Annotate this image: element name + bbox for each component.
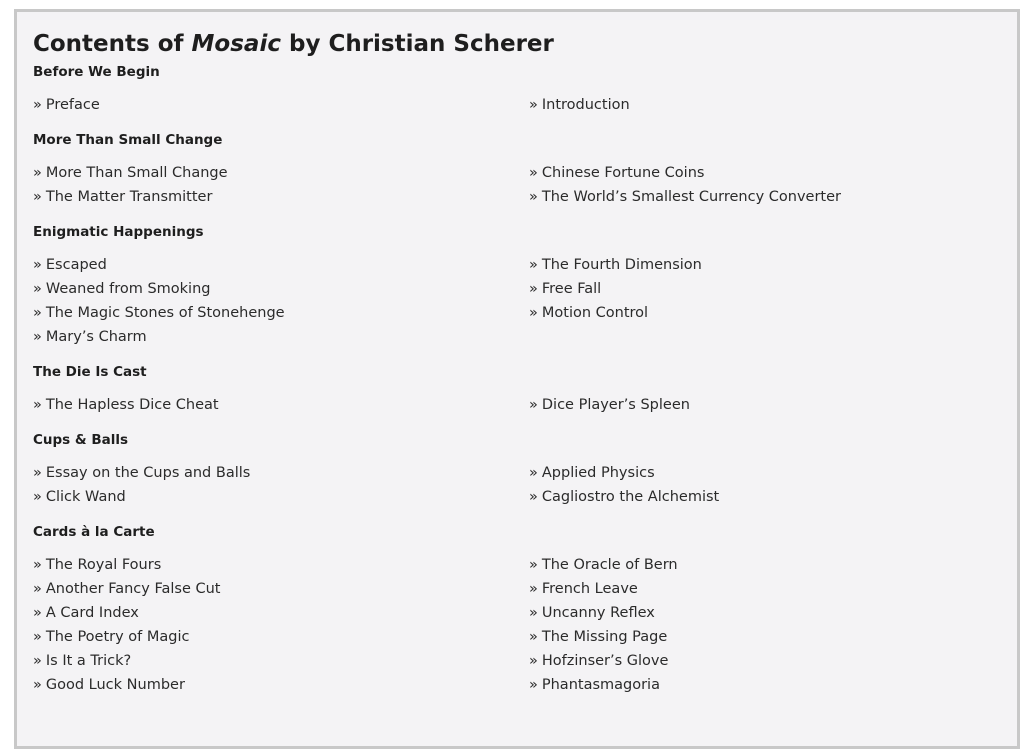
toc-entry-label: The Fourth Dimension — [541, 257, 702, 273]
raquo-bullet-icon: » — [33, 257, 42, 273]
toc-entry-link[interactable] — [529, 485, 1009, 509]
page-title — [33, 28, 1001, 60]
raquo-bullet-icon: » — [33, 557, 42, 573]
toc-entry-link[interactable] — [33, 461, 529, 485]
raquo-bullet-icon: » — [529, 605, 538, 621]
toc-entry-label: Phantasmagoria — [541, 677, 660, 693]
toc-entry-label: Is It a Trick? — [45, 653, 132, 669]
toc-entry-link[interactable] — [33, 325, 529, 349]
raquo-bullet-icon: » — [529, 305, 538, 321]
raquo-bullet-icon: » — [33, 465, 42, 481]
raquo-bullet-icon: » — [529, 489, 538, 505]
toc-entry-link[interactable] — [529, 601, 1009, 625]
toc-entry-link[interactable] — [33, 277, 529, 301]
toc-entry-link[interactable] — [529, 649, 1009, 673]
toc-entry-label: Weaned from Smoking — [45, 281, 211, 297]
toc-entry-label: Preface — [45, 97, 100, 113]
raquo-bullet-icon: » — [33, 165, 42, 181]
toc-entry-label: Escaped — [45, 257, 107, 273]
toc-entry-label: A Card Index — [45, 605, 139, 621]
toc-entry-label: Chinese Fortune Coins — [541, 165, 705, 181]
toc-entry-label: Motion Control — [541, 305, 649, 321]
toc-entry-link[interactable] — [529, 393, 1009, 417]
toc-entry-label: Dice Player’s Spleen — [541, 397, 690, 413]
section-entries — [33, 461, 1001, 509]
raquo-bullet-icon: » — [33, 489, 42, 505]
toc-entry-label: Hofzinser’s Glove — [541, 653, 669, 669]
toc-entry-label: Uncanny Reflex — [541, 605, 655, 621]
toc-entry-label: Essay on the Cups and Balls — [45, 465, 251, 481]
toc-entry-link[interactable] — [33, 393, 529, 417]
raquo-bullet-icon: » — [529, 189, 538, 205]
toc-entry-label: The Oracle of Bern — [541, 557, 678, 573]
toc-entry-link[interactable] — [529, 161, 1009, 185]
section-entries — [33, 553, 1001, 697]
raquo-bullet-icon: » — [529, 165, 538, 181]
toc-entry-link[interactable] — [33, 625, 529, 649]
raquo-bullet-icon: » — [529, 281, 538, 297]
toc-entry-link[interactable] — [33, 649, 529, 673]
toc-entry-label: Introduction — [541, 97, 630, 113]
raquo-bullet-icon: » — [33, 329, 42, 345]
section-heading: Cards à la Carte — [33, 524, 155, 540]
raquo-bullet-icon: » — [33, 397, 42, 413]
toc-entry-label: The Hapless Dice Cheat — [45, 397, 219, 413]
section-heading: The Die Is Cast — [33, 364, 147, 380]
toc-entry-link[interactable] — [33, 161, 529, 185]
raquo-bullet-icon: » — [529, 397, 538, 413]
toc-entry-label: More Than Small Change — [45, 165, 228, 181]
raquo-bullet-icon: » — [33, 281, 42, 297]
toc-entry-link[interactable] — [33, 485, 529, 509]
raquo-bullet-icon: » — [33, 189, 42, 205]
raquo-bullet-icon: » — [529, 629, 538, 645]
toc-entry-link[interactable] — [33, 185, 529, 209]
raquo-bullet-icon: » — [529, 653, 538, 669]
toc-entry-link[interactable] — [33, 553, 529, 577]
raquo-bullet-icon: » — [33, 677, 42, 693]
toc-entry-link[interactable] — [529, 625, 1009, 649]
section-entries — [33, 393, 1001, 417]
sections-container — [33, 62, 1001, 697]
toc-entry-label: The Royal Fours — [45, 557, 162, 573]
toc-entry-link[interactable] — [529, 577, 1009, 601]
raquo-bullet-icon: » — [529, 557, 538, 573]
section-entries — [33, 161, 1001, 209]
toc-entry-label: Click Wand — [45, 489, 126, 505]
raquo-bullet-icon: » — [33, 97, 42, 113]
raquo-bullet-icon: » — [529, 465, 538, 481]
toc-entry-label: Good Luck Number — [45, 677, 185, 693]
toc-entry-label: Applied Physics — [541, 465, 655, 481]
toc-entry-link[interactable] — [33, 253, 529, 277]
toc-entry-link[interactable] — [33, 301, 529, 325]
toc-entry-label: The World’s Smallest Currency Converter — [541, 189, 841, 205]
toc-entry-link[interactable] — [529, 93, 1009, 117]
section-heading: More Than Small Change — [33, 132, 223, 148]
raquo-bullet-icon: » — [529, 581, 538, 597]
toc-entry-link[interactable] — [529, 277, 1009, 301]
title-suffix: by Christian Scherer — [288, 31, 554, 57]
section-entries — [33, 93, 1001, 117]
section-heading: Enigmatic Happenings — [33, 224, 204, 240]
toc-entry-label: Free Fall — [541, 281, 602, 297]
toc-entry-link[interactable] — [33, 673, 529, 697]
raquo-bullet-icon: » — [529, 677, 538, 693]
title-book: Mosaic — [191, 31, 281, 57]
toc-entry-link[interactable] — [33, 93, 529, 117]
toc-entry-link[interactable] — [529, 461, 1009, 485]
toc-entry-label: French Leave — [541, 581, 638, 597]
section-heading: Cups & Balls — [33, 432, 129, 448]
raquo-bullet-icon: » — [33, 305, 42, 321]
raquo-bullet-icon: » — [33, 581, 42, 597]
title-prefix: Contents of — [33, 31, 184, 57]
toc-entry-label: Mary’s Charm — [45, 329, 147, 345]
toc-entry-label: The Magic Stones of Stonehenge — [45, 305, 285, 321]
raquo-bullet-icon: » — [33, 653, 42, 669]
toc-entry-label: The Matter Transmitter — [45, 189, 213, 205]
section-heading: Before We Begin — [33, 64, 160, 80]
toc-entry-link[interactable] — [529, 673, 1009, 697]
toc-entry-link[interactable] — [529, 301, 1009, 325]
toc-entry-link[interactable] — [529, 553, 1009, 577]
toc-entry-label: Another Fancy False Cut — [45, 581, 221, 597]
raquo-bullet-icon: » — [529, 97, 538, 113]
contents-panel — [14, 9, 1020, 749]
section-entries — [33, 253, 1001, 349]
toc-entry-link[interactable] — [33, 601, 529, 625]
contents-body — [33, 28, 1001, 710]
toc-entry-label: Cagliostro the Alchemist — [541, 489, 720, 505]
toc-entry-label: The Missing Page — [541, 629, 668, 645]
toc-entry-label: The Poetry of Magic — [45, 629, 190, 645]
toc-entry-link[interactable] — [33, 577, 529, 601]
toc-entry-link[interactable] — [529, 185, 1009, 209]
raquo-bullet-icon: » — [529, 257, 538, 273]
raquo-bullet-icon: » — [33, 629, 42, 645]
toc-entry-link[interactable] — [529, 253, 1009, 277]
raquo-bullet-icon: » — [33, 605, 42, 621]
